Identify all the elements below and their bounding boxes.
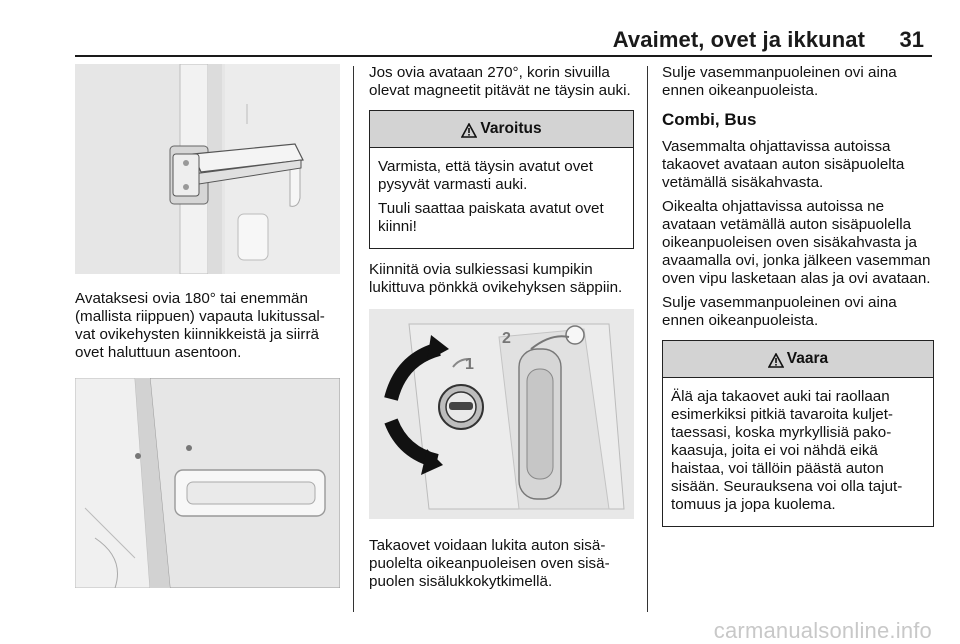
column-3 [662,64,934,539]
column-2 [369,64,634,597]
danger-box [662,340,934,527]
body-text: Sulje vasemmanpuoleinen ovi aina ennen oikeanpuoleista. [662,294,897,329]
section-heading: Combi, Bus [662,110,757,129]
figure-label-1: 1 [465,356,474,373]
warning-triangle-icon [768,353,784,368]
lock-switch-drawing [369,309,634,519]
body-text: Oikealta ohjattavissa autoissa ne avataan vetämällä auton sisäpuolella oikeanpuoleisen oven sisäkahvasta ja avaamalla ovi, jonka jälkeen vasemman oven vipu lasketaan alas ja ovi avataan. [662,198,931,287]
header-rule [75,55,932,57]
page-number: 31 [899,27,924,52]
body-text: Vasemmalta ohjattavissa autoissa takaovet avataan auton sisäpuolelta vetämällä sisäkahvasta. [662,138,905,191]
danger-box-header [663,341,933,378]
body-text: Kiinnitä ovia sulkiessasi kumpikin lukittuva pönkkä ovikehyksen säppiin. [369,261,623,296]
warning-box-header [370,111,633,148]
warning-box [369,110,634,249]
rear-door-interior-illustration [75,378,340,588]
body-text: Jos ovia avataan 270°, korin sivuilla olevat magneetit pitävät ne täysin auki. [369,64,631,99]
body-text: Sulje vasemmanpuoleinen ovi aina ennen oikeanpuoleista. [662,64,897,99]
danger-text: Älä aja takaovet auki tai raollaan esimerkiksi pitkiä tavaroita kuljet-taessasi, koska myrkyllisiä pako-kaasuja, joita ei voi nähdä eikä haistaa, voi tällöin päästä auton sisään. Seurauksena voi olla tajut-tomuus ja jopa kuolema. [671,388,903,513]
warning-text: Tuuli saattaa paiskata avatut ovet kiinni! [378,200,604,235]
figure-label-2: 2 [502,330,511,347]
page-title: Avaimet, ovet ja ikkunat [612,27,865,52]
warning-triangle-icon [461,123,477,138]
column-divider [647,66,648,612]
danger-title: Vaara [786,350,829,367]
watermark: carmanualsonline.info [713,618,932,643]
column-divider [353,66,354,612]
warning-title: Varoitus [480,120,542,137]
body-text: Avataksesi ovia 180° tai enemmän (mallista riippuen) vapauta lukitussal-vat ovikehysten kiinnikkeistä ja siirrä ovet haluttuun asentoon. [75,290,325,361]
lock-switch-illustration [369,309,634,519]
body-text: Takaovet voidaan lukita auton sisä-puolelta oikeanpuoleisen oven sisä-puolen sisälukkokytkimellä. [369,537,610,590]
door-check-strap-illustration [75,64,340,274]
door-check-strap-drawing [75,64,340,274]
warning-text: Varmista, että täysin avatut ovet pysyvät varmasti auki. [378,158,593,193]
rear-door-interior-drawing [75,378,340,588]
column-1 [75,64,340,588]
